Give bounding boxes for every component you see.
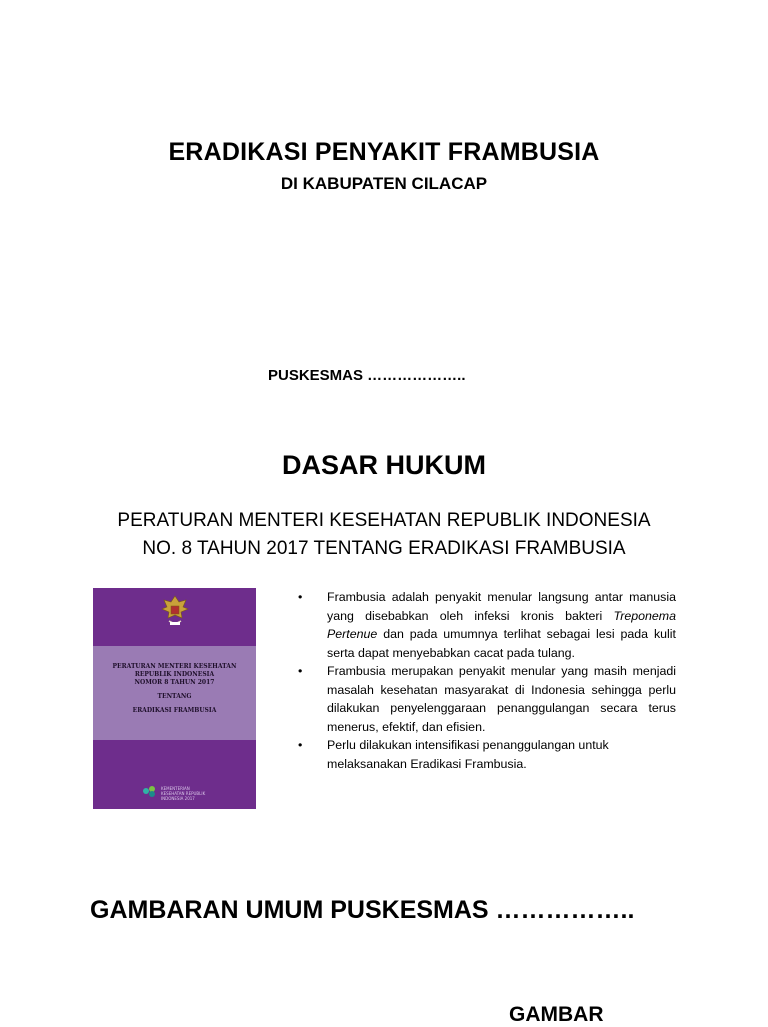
cover-title-line: TENTANG: [157, 693, 192, 700]
section-heading-dasar-hukum: DASAR HUKUM: [282, 450, 486, 480]
document-subtitle: DI KABUPATEN CILACAP: [280, 174, 488, 193]
bullet-text: Frambusia adalah penyakit menular langsung antar manusia yang disebabkan oleh infeksi kronis bakteri: [327, 590, 676, 623]
puskesmas-label: PUSKESMAS ………………..: [268, 367, 466, 384]
cover-title-line: PERATURAN MENTERI KESEHATAN: [112, 663, 237, 670]
bullet-dot: •: [298, 590, 303, 604]
bullet-list: [298, 588, 676, 773]
bullet-item: [298, 662, 676, 736]
cover-title-line: NOMOR 8 TAHUN 2017: [134, 679, 215, 686]
section-heading-gambar: GAMBAR: [509, 1003, 604, 1026]
bullet-dot: •: [298, 664, 303, 678]
bullet-text: Frambusia merupakan penyakit menular yang masih menjadi masalah kesehatan masyarakat di Indonesia sehingga perlu dilakukan penyelenggaraan penanggulangan secara terus menerus, efektif, dan efisien.: [327, 664, 676, 734]
cover-title-line: ERADIKASI FRAMBUSIA: [132, 707, 217, 714]
bullet-item: [298, 736, 676, 773]
regulation-title-line-1: PERATURAN MENTERI KESEHATAN REPUBLIK INDONESIA: [117, 510, 651, 531]
bullet-text: Perlu dilakukan intensifikasi penanggulangan untuk melaksanakan Eradikasi Frambusia.: [327, 738, 609, 771]
kemenkes-logo-text: KEMENTERIAN KESEHATAN REPUBLIK INDONESIA 2017: [161, 786, 206, 801]
bullet-italic-term: Treponema Pertenue: [327, 608, 676, 641]
cover-title-line: REPUBLIK INDONESIA: [134, 671, 215, 678]
regulation-book-cover: [93, 588, 256, 809]
cover-title-band: [93, 646, 256, 740]
regulation-title-line-2: NO. 8 TAHUN 2017 TENTANG ERADIKASI FRAMBUSIA: [142, 538, 626, 559]
document-title: ERADIKASI PENYAKIT FRAMBUSIA: [168, 138, 600, 166]
section-heading-gambaran-umum: GAMBARAN UMUM PUSKESMAS ……………..: [90, 896, 635, 924]
bullet-dot: •: [298, 738, 303, 752]
garuda-emblem-icon: [160, 594, 190, 630]
bullet-text: dan pada umumnya terlihat sebagai lesi pada kulit serta dapat menyebabkan cacat pada tulang.: [327, 627, 676, 660]
bullet-item: [298, 588, 676, 662]
